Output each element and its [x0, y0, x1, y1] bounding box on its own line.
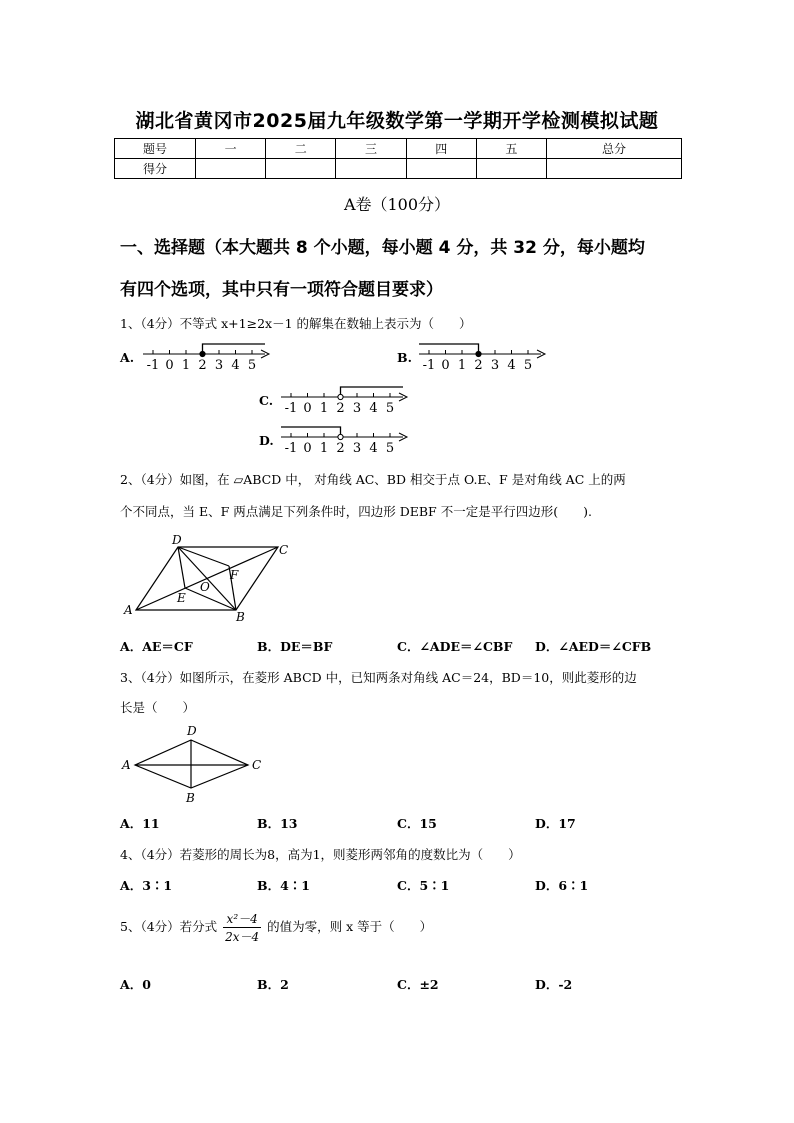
- q5-option-a: A．0: [120, 977, 151, 992]
- q2-option-d: D．∠AED＝∠CFB: [535, 639, 652, 654]
- q4-option-c: C．5∶1: [397, 878, 450, 893]
- solution-point: [338, 394, 343, 399]
- tick-label: -1: [422, 358, 436, 373]
- q1-stem: 1、（4分）不等式 x+1≥2x－1 的解集在数轴上表示为（ ）: [120, 316, 472, 331]
- q2-label-f: F: [230, 568, 239, 582]
- score-input-cell[interactable]: [336, 159, 406, 179]
- q5-denominator: 2x－4: [225, 930, 260, 944]
- q1-option-label: B.: [397, 350, 412, 365]
- q5-option-c: C．±2: [397, 977, 439, 992]
- score-header-cell: 三: [336, 139, 406, 159]
- q1-option-label: D.: [259, 433, 274, 448]
- score-input-cell[interactable]: [406, 159, 476, 179]
- tick-label: -1: [284, 441, 298, 456]
- q2-label-a: A: [124, 603, 133, 617]
- solution-bracket: [281, 427, 341, 435]
- q5-stem-before: 5、（4分）若分式: [120, 919, 218, 934]
- q1-option-label: C.: [259, 393, 274, 408]
- tick-label: 2: [474, 358, 483, 373]
- tick-label: 4: [369, 441, 378, 456]
- q5-fraction: [223, 910, 261, 945]
- tick-label: 3: [352, 401, 362, 416]
- score-header-cell: 总分: [547, 139, 682, 159]
- solution-point: [476, 351, 481, 356]
- score-input-cell[interactable]: [266, 159, 336, 179]
- q2-parallelogram-figure: [118, 532, 298, 624]
- score-header-cell: 四: [406, 139, 476, 159]
- q1-number-line-d: [281, 422, 411, 458]
- tick-label: 5: [247, 358, 257, 373]
- tick-label: 4: [507, 358, 516, 373]
- q3-stem-line2: 长是（ ）: [120, 700, 196, 715]
- q3-option-c: C．15: [397, 816, 437, 831]
- q4-stem: 4、（4分）若菱形的周长为8，高为1，则菱形两邻角的度数比为（ ）: [120, 847, 521, 862]
- tick-label: -1: [146, 358, 160, 373]
- q1-option-label: A.: [120, 350, 135, 365]
- q5-numerator: x²－4: [223, 910, 261, 928]
- q2-label-c: C: [279, 543, 289, 557]
- tick-label: 2: [336, 441, 345, 456]
- score-header-cell: 二: [266, 139, 336, 159]
- solution-bracket: [419, 344, 479, 352]
- q3-rhombus-figure: [118, 722, 268, 806]
- q1-number-line-c: [281, 382, 411, 418]
- q5-option-d: D．-2: [535, 977, 573, 992]
- score-header-cell: 一: [196, 139, 266, 159]
- score-header-row: [115, 139, 682, 159]
- section1-heading-line1: 一、选择题（本大题共 8 个小题，每小题 4 分，共 32 分，每小题均: [120, 238, 645, 258]
- q2-option-b: B．DE＝BF: [257, 639, 333, 654]
- score-table: [114, 138, 682, 179]
- score-value-row: [115, 159, 682, 179]
- tick-label: 1: [319, 401, 329, 416]
- q2-label-b: B: [236, 610, 245, 624]
- score-header-cell: 题号: [115, 139, 196, 159]
- q3-label-a: A: [122, 758, 131, 772]
- tick-label: 3: [490, 358, 500, 373]
- score-input-cell[interactable]: [547, 159, 682, 179]
- tick-label: 2: [198, 358, 207, 373]
- q4-option-d: D．6∶1: [535, 878, 589, 893]
- q2-label-e: E: [177, 591, 186, 605]
- tick-label: 4: [231, 358, 240, 373]
- q2-option-c: C．∠ADE＝∠CBF: [397, 639, 513, 654]
- tick-label: 5: [385, 401, 395, 416]
- score-input-cell[interactable]: [196, 159, 266, 179]
- q5-stem-after: 的值为零，则 x 等于（ ）: [267, 919, 433, 934]
- q2-stem-line2: 个不同点，当 E、F 两点满足下列条件时，四边形 DEBF 不一定是平行四边形( ).: [120, 504, 592, 519]
- tick-label: -1: [284, 401, 298, 416]
- q5-stem: [120, 910, 432, 945]
- solution-bracket: [341, 387, 404, 395]
- solution-point: [338, 434, 343, 439]
- q4-option-a: A．3∶1: [120, 878, 173, 893]
- q2-option-a: A．AE＝CF: [120, 639, 193, 654]
- tick-label: 0: [441, 358, 450, 373]
- score-header-cell: 五: [476, 139, 546, 159]
- score-row-label: 得分: [115, 159, 196, 179]
- q3-option-a: A．11: [120, 816, 160, 831]
- tick-label: 5: [523, 358, 533, 373]
- q2-label-d: D: [172, 533, 182, 547]
- tick-label: 2: [336, 401, 345, 416]
- q1-number-line-b: [419, 339, 549, 375]
- tick-label: 5: [385, 441, 395, 456]
- tick-label: 3: [352, 441, 362, 456]
- section-a-title: A卷（100分）: [343, 195, 451, 214]
- tick-label: 1: [457, 358, 467, 373]
- tick-label: 4: [369, 401, 378, 416]
- section1-heading-line2: 有四个选项，其中只有一项符合题目要求）: [120, 280, 443, 300]
- tick-label: 0: [165, 358, 174, 373]
- tick-label: 1: [319, 441, 329, 456]
- q3-label-c: C: [252, 758, 262, 772]
- q3-stem-line1: 3、（4分）如图所示，在菱形 ABCD 中，已知两条对角线 AC＝24，BD＝10，则此菱形的边: [120, 670, 637, 685]
- q3-label-b: B: [186, 791, 195, 805]
- q4-option-b: B．4∶1: [257, 878, 310, 893]
- solution-bracket: [203, 344, 266, 352]
- q3-option-d: D．17: [535, 816, 576, 831]
- page-title: 湖北省黄冈市2025届九年级数学第一学期开学检测模拟试题: [135, 110, 659, 132]
- q3-label-d: D: [187, 724, 197, 738]
- tick-label: 3: [214, 358, 224, 373]
- tick-label: 1: [181, 358, 191, 373]
- q2-label-o: O: [200, 580, 210, 594]
- q3-option-b: B．13: [257, 816, 298, 831]
- solution-point: [200, 351, 205, 356]
- q5-option-b: B．2: [257, 977, 289, 992]
- q2-stem-line1: 2、（4分）如图，在 ▱ABCD 中， 对角线 AC、BD 相交于点 O.E、F 是对角线 AC 上的两: [120, 472, 626, 487]
- tick-label: 0: [303, 401, 312, 416]
- tick-label: 0: [303, 441, 312, 456]
- q1-number-line-a: [143, 339, 273, 375]
- score-input-cell[interactable]: [476, 159, 546, 179]
